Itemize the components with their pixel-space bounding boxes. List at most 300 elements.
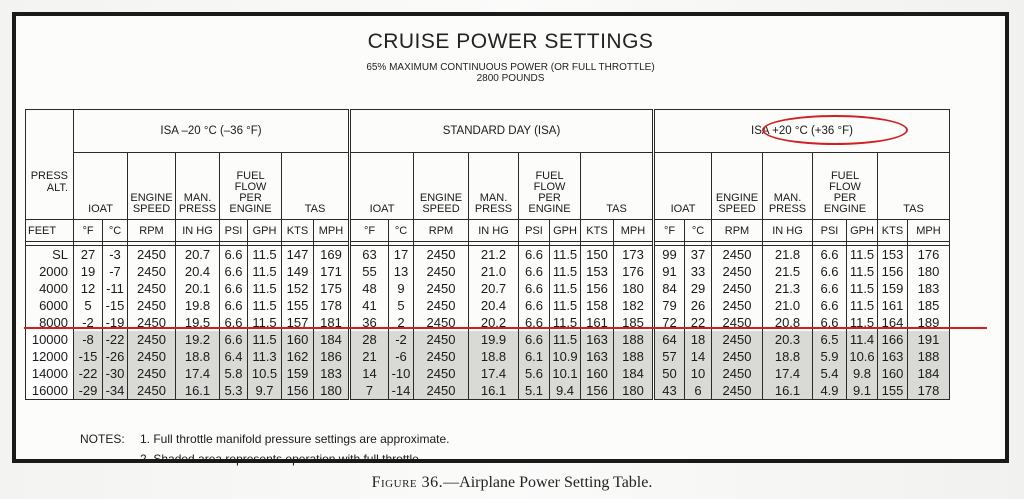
value-cell: 29 bbox=[685, 280, 712, 297]
value-cell: 2450 bbox=[414, 382, 469, 400]
table-title: CRUISE POWER SETTINGS bbox=[367, 30, 654, 53]
value-cell: 2450 bbox=[128, 331, 176, 348]
value-cell: 6.5 bbox=[813, 331, 847, 348]
engine-speed-header-isa-plus20-line-1: ENGINE bbox=[715, 192, 759, 204]
value-cell: -7 bbox=[103, 263, 128, 280]
unit-mph-isa-plus20: MPH bbox=[908, 220, 950, 242]
value-cell: 11.5 bbox=[847, 263, 878, 280]
value-cell: -15 bbox=[103, 297, 128, 314]
value-cell: 6.6 bbox=[220, 297, 248, 314]
man-press-header-standard bbox=[469, 153, 519, 220]
value-cell: 155 bbox=[282, 297, 314, 314]
unit-inhg-standard: IN HG bbox=[469, 220, 519, 242]
value-cell: 180 bbox=[614, 382, 654, 400]
unit-psi-isa-minus20: PSI bbox=[220, 220, 248, 242]
red-oval-annotation bbox=[762, 115, 908, 145]
note-1: 1. Full throttle manifold pressure settings are approximate. bbox=[140, 432, 450, 446]
value-cell: 180 bbox=[908, 263, 950, 280]
unit-kts-standard: KTS bbox=[581, 220, 614, 242]
value-cell: 149 bbox=[282, 263, 314, 280]
altitude-cell: 16000 bbox=[26, 382, 74, 400]
altitude-cell: 8000 bbox=[26, 314, 74, 331]
value-cell: 178 bbox=[908, 382, 950, 400]
value-cell: 17.4 bbox=[763, 365, 813, 382]
value-cell: 36 bbox=[350, 314, 389, 331]
value-cell: 183 bbox=[314, 365, 350, 382]
value-cell: -2 bbox=[74, 314, 103, 331]
value-cell: 2450 bbox=[128, 365, 176, 382]
man-press-header-isa-minus20 bbox=[176, 153, 220, 220]
value-cell: 186 bbox=[314, 348, 350, 365]
ioat-header-isa-minus20-line-1: IOAT bbox=[88, 203, 113, 215]
man-press-header-isa-minus20-line-2: PRESS bbox=[178, 203, 217, 215]
value-cell: 2450 bbox=[414, 280, 469, 297]
table-row bbox=[26, 365, 950, 382]
value-cell: 6.6 bbox=[813, 297, 847, 314]
note-1-line bbox=[80, 429, 449, 449]
value-cell: 188 bbox=[614, 331, 654, 348]
unit-mph-standard: MPH bbox=[614, 220, 654, 242]
man-press-header-isa-plus20 bbox=[763, 153, 813, 220]
value-cell: 20.3 bbox=[763, 331, 813, 348]
value-cell: -26 bbox=[103, 348, 128, 365]
fuel-flow-header-isa-minus20-line-1: FUEL bbox=[236, 170, 265, 182]
man-press-header-isa-plus20-line-1: MAN. bbox=[773, 192, 802, 204]
value-cell: 11.5 bbox=[847, 246, 878, 264]
value-cell: 189 bbox=[908, 314, 950, 331]
value-cell: 191 bbox=[908, 331, 950, 348]
value-cell: 4.9 bbox=[813, 382, 847, 400]
value-cell: 19.5 bbox=[176, 314, 220, 331]
value-cell: 20.8 bbox=[763, 314, 813, 331]
value-cell: 2450 bbox=[712, 314, 763, 331]
fuel-flow-header-standard bbox=[519, 153, 581, 220]
value-cell: 41 bbox=[350, 297, 389, 314]
value-cell: -2 bbox=[389, 331, 414, 348]
value-cell: 20.7 bbox=[469, 280, 519, 297]
value-cell: 6.6 bbox=[519, 331, 550, 348]
engine-speed-header-standard bbox=[414, 153, 469, 220]
value-cell: 147 bbox=[282, 246, 314, 264]
unit-degC-isa-minus20: °C bbox=[103, 220, 128, 242]
table-subtitle bbox=[16, 62, 1005, 84]
power-settings-table bbox=[25, 109, 950, 400]
value-cell: 91 bbox=[654, 263, 685, 280]
note-2: 2. Shaded area represents operation with full throttle. bbox=[140, 452, 423, 466]
value-cell: 9.4 bbox=[550, 382, 581, 400]
value-cell: 166 bbox=[878, 331, 908, 348]
value-cell: 11.5 bbox=[847, 314, 878, 331]
altitude-cell: 14000 bbox=[26, 365, 74, 382]
column-header-row bbox=[26, 153, 950, 220]
value-cell: 11.5 bbox=[248, 246, 282, 264]
tas-header-standard-line-1: TAS bbox=[606, 203, 627, 215]
value-cell: 64 bbox=[654, 331, 685, 348]
value-cell: 21.2 bbox=[469, 246, 519, 264]
fuel-flow-header-standard-line-2: FLOW bbox=[533, 181, 566, 193]
value-cell: 6 bbox=[685, 382, 712, 400]
value-cell: 6.6 bbox=[813, 263, 847, 280]
value-cell: 21 bbox=[350, 348, 389, 365]
value-cell: 9.1 bbox=[847, 382, 878, 400]
value-cell: 5.1 bbox=[519, 382, 550, 400]
value-cell: 11.5 bbox=[248, 314, 282, 331]
value-cell: 153 bbox=[878, 246, 908, 264]
value-cell: 188 bbox=[908, 348, 950, 365]
tas-header-standard bbox=[581, 153, 654, 220]
value-cell: 2450 bbox=[712, 280, 763, 297]
table-row bbox=[26, 280, 950, 297]
value-cell: 33 bbox=[685, 263, 712, 280]
value-cell: 11.5 bbox=[847, 280, 878, 297]
value-cell: 2 bbox=[389, 314, 414, 331]
value-cell: 156 bbox=[581, 382, 614, 400]
man-press-header-isa-minus20-line-1: MAN. bbox=[183, 192, 212, 204]
value-cell: 2450 bbox=[712, 297, 763, 314]
figure-caption bbox=[0, 474, 1024, 492]
altitude-cell: 10000 bbox=[26, 331, 74, 348]
value-cell: 152 bbox=[282, 280, 314, 297]
value-cell: 171 bbox=[314, 263, 350, 280]
value-cell: 156 bbox=[581, 280, 614, 297]
value-cell: 84 bbox=[654, 280, 685, 297]
table-row bbox=[26, 382, 950, 400]
value-cell: -22 bbox=[74, 365, 103, 382]
subtitle-line-weight: 2800 POUNDS bbox=[476, 73, 545, 84]
value-cell: -11 bbox=[103, 280, 128, 297]
press-alt-label-line2: ALT. bbox=[46, 181, 68, 194]
chart-frame bbox=[12, 12, 1009, 466]
value-cell: 184 bbox=[314, 331, 350, 348]
value-cell: 159 bbox=[282, 365, 314, 382]
value-cell: 10.6 bbox=[847, 348, 878, 365]
engine-speed-header-standard-line-2: SPEED bbox=[422, 203, 460, 215]
value-cell: -8 bbox=[74, 331, 103, 348]
value-cell: 6.6 bbox=[519, 314, 550, 331]
man-press-header-standard-line-1: MAN. bbox=[479, 192, 508, 204]
value-cell: 7 bbox=[350, 382, 389, 400]
press-alt-header bbox=[26, 110, 74, 220]
ioat-header-isa-plus20 bbox=[654, 153, 712, 220]
value-cell: 163 bbox=[581, 331, 614, 348]
value-cell: 169 bbox=[314, 246, 350, 264]
value-cell: 20.4 bbox=[176, 263, 220, 280]
value-cell: 19.9 bbox=[469, 331, 519, 348]
value-cell: 19.2 bbox=[176, 331, 220, 348]
group-standard-day: STANDARD DAY (ISA) bbox=[350, 110, 654, 153]
unit-gph-isa-plus20: GPH bbox=[847, 220, 878, 242]
unit-gph-isa-minus20: GPH bbox=[248, 220, 282, 242]
value-cell: 11.5 bbox=[248, 280, 282, 297]
engine-speed-header-standard-line-1: ENGINE bbox=[419, 192, 463, 204]
press-alt-label-line1: PRESS bbox=[30, 169, 68, 182]
value-cell: 11.5 bbox=[248, 331, 282, 348]
fuel-flow-header-standard-line-3: PER bbox=[538, 192, 561, 204]
value-cell: 2450 bbox=[414, 246, 469, 264]
value-cell: 156 bbox=[282, 382, 314, 400]
value-cell: 157 bbox=[282, 314, 314, 331]
tas-header-isa-minus20 bbox=[282, 153, 350, 220]
value-cell: 5.9 bbox=[813, 348, 847, 365]
altitude-cell: 2000 bbox=[26, 263, 74, 280]
value-cell: 2450 bbox=[712, 246, 763, 264]
value-cell: 37 bbox=[685, 246, 712, 264]
value-cell: 16.1 bbox=[469, 382, 519, 400]
value-cell: 2450 bbox=[712, 263, 763, 280]
value-cell: -10 bbox=[389, 365, 414, 382]
value-cell: 163 bbox=[581, 348, 614, 365]
value-cell: 185 bbox=[614, 314, 654, 331]
value-cell: 161 bbox=[581, 314, 614, 331]
value-cell: 11.5 bbox=[248, 297, 282, 314]
value-cell: -14 bbox=[389, 382, 414, 400]
value-cell: 2450 bbox=[128, 246, 176, 264]
value-cell: 50 bbox=[654, 365, 685, 382]
fuel-flow-header-isa-plus20-line-1: FUEL bbox=[830, 170, 860, 182]
value-cell: 10.9 bbox=[550, 348, 581, 365]
value-cell: 2450 bbox=[712, 382, 763, 400]
value-cell: 6.6 bbox=[813, 246, 847, 264]
value-cell: 153 bbox=[581, 263, 614, 280]
caption-text: —Airplane Power Setting Table. bbox=[443, 474, 653, 491]
unit-kts-isa-minus20: KTS bbox=[282, 220, 314, 242]
value-cell: 6.1 bbox=[519, 348, 550, 365]
value-cell: 184 bbox=[908, 365, 950, 382]
value-cell: 176 bbox=[908, 246, 950, 264]
value-cell: 184 bbox=[614, 365, 654, 382]
value-cell: 2450 bbox=[414, 263, 469, 280]
value-cell: 5.8 bbox=[220, 365, 248, 382]
fuel-flow-header-isa-plus20 bbox=[813, 153, 878, 220]
value-cell: 162 bbox=[282, 348, 314, 365]
value-cell: 159 bbox=[878, 280, 908, 297]
value-cell: 11.5 bbox=[550, 331, 581, 348]
value-cell: 2450 bbox=[712, 365, 763, 382]
unit-inhg-isa-minus20: IN HG bbox=[176, 220, 220, 242]
ioat-header-standard-line-1: IOAT bbox=[369, 203, 395, 215]
ioat-header-standard bbox=[350, 153, 414, 220]
value-cell: 6.6 bbox=[519, 246, 550, 264]
value-cell: 2450 bbox=[712, 331, 763, 348]
value-cell: 9.8 bbox=[847, 365, 878, 382]
value-cell: 2450 bbox=[414, 348, 469, 365]
group-isa-plus20: ISA +20 °C (+36 °F) bbox=[654, 110, 950, 153]
value-cell: 19 bbox=[74, 263, 103, 280]
value-cell: 2450 bbox=[128, 348, 176, 365]
value-cell: 180 bbox=[314, 382, 350, 400]
value-cell: 6.6 bbox=[519, 280, 550, 297]
unit-rpm-standard: RPM bbox=[414, 220, 469, 242]
value-cell: 28 bbox=[350, 331, 389, 348]
table-row bbox=[26, 246, 950, 264]
value-cell: -19 bbox=[103, 314, 128, 331]
value-cell: 19.8 bbox=[176, 297, 220, 314]
value-cell: 99 bbox=[654, 246, 685, 264]
value-cell: 6.4 bbox=[220, 348, 248, 365]
value-cell: 13 bbox=[389, 263, 414, 280]
value-cell: -3 bbox=[103, 246, 128, 264]
value-cell: 63 bbox=[350, 246, 389, 264]
altitude-cell: 4000 bbox=[26, 280, 74, 297]
value-cell: 10 bbox=[685, 365, 712, 382]
value-cell: 18.8 bbox=[763, 348, 813, 365]
value-cell: 21.0 bbox=[763, 297, 813, 314]
value-cell: 185 bbox=[908, 297, 950, 314]
value-cell: 2450 bbox=[414, 314, 469, 331]
caption-label: Figure 36. bbox=[371, 474, 444, 491]
value-cell: 79 bbox=[654, 297, 685, 314]
fuel-flow-header-standard-line-1: FUEL bbox=[535, 170, 564, 182]
value-cell: 6.6 bbox=[220, 314, 248, 331]
altitude-cell: SL bbox=[26, 246, 74, 264]
group-isa-minus20: ISA –20 °C (–36 °F) bbox=[74, 110, 350, 153]
value-cell: 21.5 bbox=[763, 263, 813, 280]
value-cell: 6.6 bbox=[220, 246, 248, 264]
value-cell: 20.7 bbox=[176, 246, 220, 264]
ioat-header-isa-plus20-line-1: IOAT bbox=[670, 203, 696, 215]
value-cell: 11.5 bbox=[550, 246, 581, 264]
unit-degF-standard: °F bbox=[350, 220, 389, 242]
value-cell: 17 bbox=[389, 246, 414, 264]
value-cell: 2450 bbox=[128, 263, 176, 280]
value-cell: 17.4 bbox=[176, 365, 220, 382]
value-cell: 6.6 bbox=[519, 297, 550, 314]
value-cell: 6.6 bbox=[220, 263, 248, 280]
notes-label: NOTES: bbox=[80, 432, 125, 446]
value-cell: 48 bbox=[350, 280, 389, 297]
value-cell: 183 bbox=[908, 280, 950, 297]
value-cell: 12 bbox=[74, 280, 103, 297]
value-cell: 5 bbox=[74, 297, 103, 314]
value-cell: 5.4 bbox=[813, 365, 847, 382]
value-cell: 11.5 bbox=[550, 280, 581, 297]
value-cell: 21.8 bbox=[763, 246, 813, 264]
value-cell: 18.8 bbox=[469, 348, 519, 365]
unit-rpm-isa-minus20: RPM bbox=[128, 220, 176, 242]
fuel-flow-header-isa-plus20-line-3: PER bbox=[833, 192, 857, 204]
value-cell: 164 bbox=[878, 314, 908, 331]
value-cell: 2450 bbox=[128, 297, 176, 314]
unit-kts-isa-plus20: KTS bbox=[878, 220, 908, 242]
value-cell: 173 bbox=[614, 246, 654, 264]
subtitle-line-power: 65% MAXIMUM CONTINUOUS POWER (OR FULL THROTTLE) bbox=[366, 62, 655, 73]
value-cell: 161 bbox=[878, 297, 908, 314]
value-cell: 6.6 bbox=[813, 280, 847, 297]
value-cell: 176 bbox=[614, 263, 654, 280]
table-row bbox=[26, 331, 950, 348]
value-cell: 188 bbox=[614, 348, 654, 365]
value-cell: 21.0 bbox=[469, 263, 519, 280]
value-cell: 175 bbox=[314, 280, 350, 297]
red-underline-annotation bbox=[24, 327, 987, 329]
man-press-header-isa-plus20-line-2: PRESS bbox=[768, 203, 807, 215]
value-cell: 158 bbox=[581, 297, 614, 314]
fuel-flow-header-isa-minus20 bbox=[220, 153, 282, 220]
value-cell: 10.5 bbox=[248, 365, 282, 382]
value-cell: 2450 bbox=[414, 331, 469, 348]
table-row bbox=[26, 263, 950, 280]
fuel-flow-header-isa-plus20-line-2: FLOW bbox=[829, 181, 861, 193]
value-cell: 10.1 bbox=[550, 365, 581, 382]
unit-psi-isa-plus20: PSI bbox=[813, 220, 847, 242]
value-cell: 6.6 bbox=[519, 263, 550, 280]
value-cell: 18.8 bbox=[176, 348, 220, 365]
value-cell: 6.6 bbox=[220, 331, 248, 348]
tas-header-isa-plus20 bbox=[878, 153, 950, 220]
value-cell: 11.5 bbox=[847, 297, 878, 314]
value-cell: 11.3 bbox=[248, 348, 282, 365]
value-cell: -22 bbox=[103, 331, 128, 348]
note-2-line bbox=[80, 449, 449, 469]
value-cell: 2450 bbox=[712, 348, 763, 365]
unit-rpm-isa-plus20: RPM bbox=[712, 220, 763, 242]
value-cell: 20.2 bbox=[469, 314, 519, 331]
unit-psi-standard: PSI bbox=[519, 220, 550, 242]
value-cell: 11.5 bbox=[550, 314, 581, 331]
feet-unit: FEET bbox=[26, 220, 74, 242]
value-cell: 11.5 bbox=[550, 297, 581, 314]
value-cell: 150 bbox=[581, 246, 614, 264]
engine-speed-header-isa-minus20-line-2: SPEED bbox=[132, 203, 171, 215]
value-cell: 72 bbox=[654, 314, 685, 331]
value-cell: 181 bbox=[314, 314, 350, 331]
unit-degC-isa-plus20: °C bbox=[685, 220, 712, 242]
value-cell: 21.3 bbox=[763, 280, 813, 297]
value-cell: 2450 bbox=[414, 297, 469, 314]
value-cell: 14 bbox=[685, 348, 712, 365]
value-cell: 43 bbox=[654, 382, 685, 400]
value-cell: 14 bbox=[350, 365, 389, 382]
value-cell: 9.7 bbox=[248, 382, 282, 400]
engine-speed-header-isa-minus20-line-1: ENGINE bbox=[130, 192, 173, 204]
unit-header-row bbox=[26, 220, 950, 242]
engine-speed-header-isa-plus20 bbox=[712, 153, 763, 220]
value-cell: 11.5 bbox=[550, 263, 581, 280]
value-cell: 2450 bbox=[414, 365, 469, 382]
unit-gph-standard: GPH bbox=[550, 220, 581, 242]
value-cell: 55 bbox=[350, 263, 389, 280]
tas-header-isa-plus20-line-1: TAS bbox=[903, 203, 924, 215]
value-cell: 2450 bbox=[128, 280, 176, 297]
value-cell: -6 bbox=[389, 348, 414, 365]
value-cell: 2450 bbox=[128, 382, 176, 400]
fuel-flow-header-isa-plus20-line-4: ENGINE bbox=[823, 203, 867, 215]
value-cell: 9 bbox=[389, 280, 414, 297]
value-cell: 155 bbox=[878, 382, 908, 400]
altitude-cell: 6000 bbox=[26, 297, 74, 314]
unit-degF-isa-plus20: °F bbox=[654, 220, 685, 242]
table-row bbox=[26, 297, 950, 314]
fuel-flow-header-isa-minus20-line-3: PER bbox=[239, 192, 262, 204]
engine-speed-header-isa-minus20 bbox=[128, 153, 176, 220]
unit-inhg-isa-plus20: IN HG bbox=[763, 220, 813, 242]
fuel-flow-header-standard-line-4: ENGINE bbox=[528, 203, 571, 215]
value-cell: 11.5 bbox=[248, 263, 282, 280]
value-cell: 2450 bbox=[128, 314, 176, 331]
value-cell: 11.4 bbox=[847, 331, 878, 348]
value-cell: 18 bbox=[685, 331, 712, 348]
value-cell: 160 bbox=[581, 365, 614, 382]
unit-degF-isa-minus20: °F bbox=[74, 220, 103, 242]
value-cell: 5 bbox=[389, 297, 414, 314]
value-cell: 180 bbox=[614, 280, 654, 297]
value-cell: 20.4 bbox=[469, 297, 519, 314]
tas-header-isa-minus20-line-1: TAS bbox=[304, 203, 326, 215]
notes bbox=[80, 429, 449, 469]
fuel-flow-header-isa-minus20-line-2: FLOW bbox=[234, 181, 267, 193]
value-cell: 17.4 bbox=[469, 365, 519, 382]
value-cell: 182 bbox=[614, 297, 654, 314]
